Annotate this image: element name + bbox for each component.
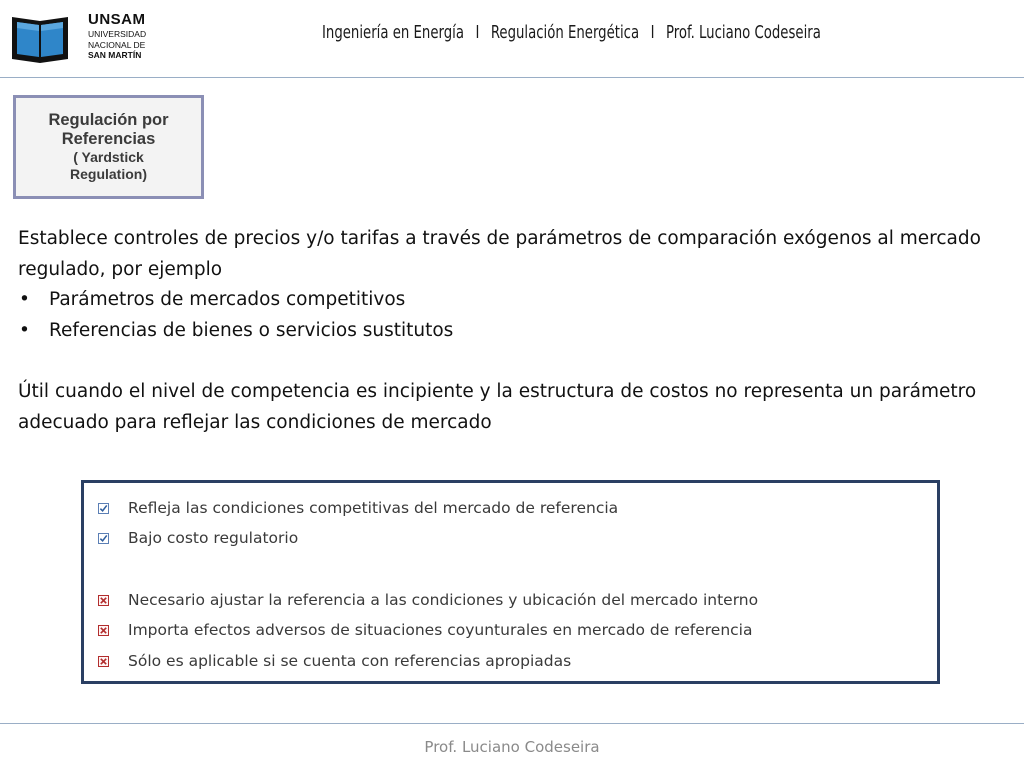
topic-title-line-2: Referencias <box>61 130 156 148</box>
check-box-icon <box>98 503 109 514</box>
pro-item <box>98 497 618 519</box>
con-item <box>98 619 752 641</box>
logo-name: UNSAM <box>88 11 146 28</box>
topic-subtitle-line-2: Regulation) <box>70 166 147 182</box>
course-title-line <box>322 22 821 43</box>
pro-item <box>98 527 298 549</box>
list-item: • Referencias de bienes o servicios sustitutos <box>18 316 1008 347</box>
logo-line-3: SAN MARTÍN <box>88 50 142 60</box>
course-subject: Regulación Energética <box>490 22 640 43</box>
footer-author: Prof. Luciano Codeseira <box>424 738 600 756</box>
pro-text: Refleja las condiciones competitivas del mercado de referencia <box>128 499 619 517</box>
x-box-icon <box>98 625 109 636</box>
x-box-icon <box>98 656 109 667</box>
paragraph-spacer <box>18 346 1008 377</box>
con-text: Sólo es aplicable si se cuenta con referencias apropiadas <box>128 652 572 670</box>
course-separator: I <box>475 22 480 43</box>
slide-body <box>18 224 1008 438</box>
book-icon <box>10 13 70 65</box>
footer-divider <box>0 723 1024 724</box>
x-box-icon <box>98 595 109 606</box>
con-item <box>98 650 571 672</box>
course-separator: I <box>650 22 655 43</box>
pros-cons-box <box>81 480 940 684</box>
example-list <box>18 285 1008 346</box>
con-item <box>98 589 758 611</box>
logo-line-2: NACIONAL DE <box>88 39 146 50</box>
header-divider <box>0 77 1024 78</box>
topic-title-line-1: Regulación por <box>48 111 169 129</box>
logo-wordmark <box>88 11 146 61</box>
pro-text: Bajo costo regulatorio <box>128 529 299 547</box>
conclusion-paragraph: Útil cuando el nivel de competencia es incipiente y la estructura de costos no representa un parámetro adecuado para reflejar las condiciones de mercado <box>18 381 977 433</box>
slide-header <box>0 0 1024 78</box>
topic-box <box>13 95 204 199</box>
course-professor: Prof. Luciano Codeseira <box>666 22 821 43</box>
course-program: Ingeniería en Energía <box>322 22 464 43</box>
check-box-icon <box>98 533 109 544</box>
unsam-logo <box>10 10 150 70</box>
con-text: Necesario ajustar la referencia a las condiciones y ubicación del mercado interno <box>128 591 759 609</box>
topic-subtitle-line-1: ( Yardstick <box>73 149 144 165</box>
intro-paragraph: Establece controles de precios y/o tarifas a través de parámetros de comparación exógenos al mercado regulado, por ejemplo <box>18 228 981 280</box>
list-item: • Parámetros de mercados competitivos <box>18 285 1008 316</box>
con-text: Importa efectos adversos de situaciones coyunturales en mercado de referencia <box>128 621 753 639</box>
logo-line-1: UNIVERSIDAD <box>88 29 147 39</box>
